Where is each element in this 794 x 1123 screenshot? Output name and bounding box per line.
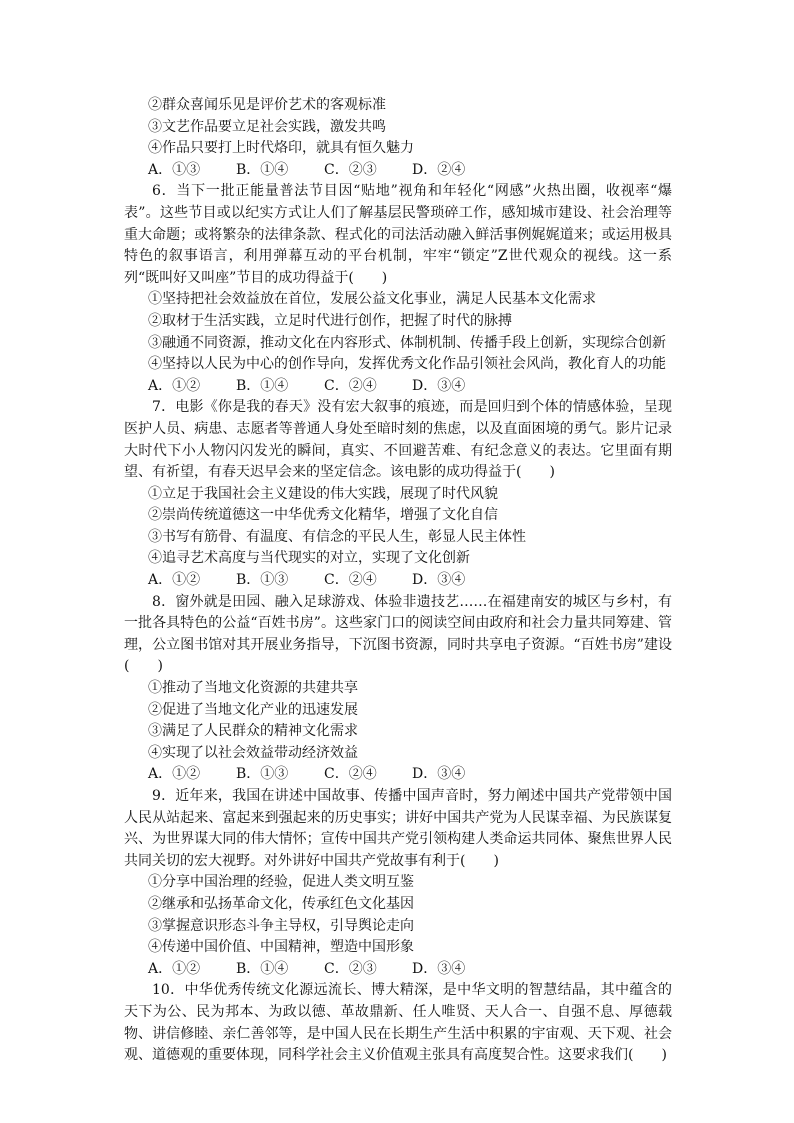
choice-c: C．②④ [324, 766, 377, 783]
choice-a: A．①② [148, 377, 201, 394]
option-2: ②群众喜闻乐见是评价艺术的客观标准 [148, 97, 386, 113]
choice-b: B．①④ [236, 377, 289, 394]
question-stem: 10．中华优秀传统文化源远流长、博大精深，是中华文明的智慧结晶，其中蕴含的天下为公、民为邦本、为政以德、革故鼎新、任人唯贤、天人合一、自强不息、厚德载物、讲信修睦、亲仁善邻等，是中国人民在长期生产生活中积累的宇宙观、天下观、社会观、道德观的重要体现，同科学社会主义价值观主张具有高度契合性。这要求我们( ) [124, 982, 672, 1064]
question-stem: 6．当下一批正能量普法节目因“贴地”视角和年轻化“网感”火热出圈，收视率“爆表”。这些节目或以纪实方式让人们了解基层民警琐碎工作，感知城市建设、社会治理等重大命题；或将繁杂的法律条款、程式化的司法活动融入鲜活事例娓娓道来；或运用极具特色的叙事语言，利用弹幕互动的平台机制，牢牢“锁定”Z世代观众的视线。这一系列“既叫好又叫座”节目的成功得益于( ) [124, 183, 672, 286]
answer-choices [124, 570, 672, 592]
choice-d: D．③④ [412, 766, 466, 783]
option-4: ④坚持以人民为中心的创作导向，发挥优秀文化作品引领社会风尚，教化育人的功能 [148, 356, 666, 373]
option-3: ③文艺作品要立足社会实践，激发共鸣 [148, 118, 386, 135]
choice-a: A．①② [148, 960, 201, 977]
option-2: ②促进了当地文化产业的迅速发展 [148, 701, 358, 718]
question-9 [124, 786, 672, 980]
choice-b: B．①④ [236, 161, 289, 178]
choice-d: D．②④ [412, 161, 466, 178]
answer-choices [124, 959, 672, 981]
option-2: ②崇尚传统道德这一中华优秀文化精华，增强了文化自信 [148, 507, 498, 524]
choice-c: C．②③ [324, 960, 377, 977]
choice-a: A．①② [148, 572, 201, 589]
choice-a: A．①③ [148, 161, 201, 178]
option-2: ②继承和弘扬革命文化，传承红色文化基因 [148, 895, 414, 912]
question-8 [124, 592, 672, 786]
question-6 [124, 181, 672, 397]
question-5-tail [124, 95, 672, 181]
option-4: ④追寻艺术高度与当代现实的对立，实现了文化创新 [148, 550, 470, 567]
question-10 [124, 980, 672, 1066]
choice-c: C．②③ [324, 161, 377, 178]
question-7 [124, 397, 672, 591]
option-3: ③书写有筋骨、有温度、有信念的平民人生，彰显人民主体性 [148, 528, 526, 545]
option-4: ④传递中国价值、中国精神，塑造中国形象 [148, 939, 414, 956]
answer-choices [124, 376, 672, 398]
choice-c: C．②④ [324, 377, 377, 394]
option-3: ③融通不同资源，推动文化在内容形式、体制机制、传播手段上创新，实现综合创新 [148, 334, 666, 351]
choice-c: C．②④ [324, 572, 377, 589]
option-1: ①推动了当地文化资源的共建共享 [148, 680, 358, 697]
option-3: ③掌握意识形态斗争主导权，引导舆论走向 [148, 917, 414, 934]
choice-a: A．①② [148, 766, 201, 783]
option-3: ③满足了人民群众的精神文化需求 [148, 723, 358, 740]
option-4: ④作品只要打上时代烙印，就具有恒久魅力 [148, 140, 414, 157]
question-stem: 7．电影《你是我的春天》没有宏大叙事的痕迹，而是回归到个体的情感体验，呈现医护人员、病患、志愿者等普通人身处至暗时刻的焦虑，以及直面困境的勇气。影片记录大时代下小人物闪闪发光的瞬间，真实、不回避苦难、有纪念意义的表达。它里面有期望、有祈望，有春天迟早会来的坚定信念。该电影的成功得益于( ) [124, 399, 672, 481]
option-2: ②取材于生活实践，立足时代进行创作，把握了时代的脉搏 [148, 312, 512, 329]
option-1: ①分享中国治理的经验，促进人类文明互鉴 [148, 874, 414, 891]
option-1: ①坚持把社会效益放在首位，发展公益文化事业，满足人民基本文化需求 [148, 291, 596, 308]
question-column [124, 95, 672, 1067]
choice-d: D．③④ [412, 377, 466, 394]
question-stem: 8．窗外就是田园、融入足球游戏、体验非遗技艺……在福建南安的城区与乡村，有一批各具特色的公益“百姓书房”。这些家门口的阅读空间由政府和社会力量共同筹建、管理，公立图书馆对其开展业务指导，下沉图书资源，同时共享电子资源。“百姓书房”建设( ) [124, 593, 672, 675]
option-1: ①立足于我国社会主义建设的伟大实践，展现了时代风貌 [148, 485, 498, 502]
question-stem: 9．近年来，我国在讲述中国故事、传播中国声音时，努力阐述中国共产党带领中国人民从站起来、富起来到强起来的历史事实；讲好中国共产党为人民谋幸福、为民族谋复兴、为世界谋大同的伟大情怀；宣传中国共产党引领构建人类命运共同体、聚焦世界人民共同关切的宏大视野。对外讲好中国共产党故事有利于( ) [124, 788, 672, 869]
option-4: ④实现了以社会效益带动经济效益 [148, 744, 358, 761]
choice-b: B．①③ [236, 766, 289, 783]
choice-d: D．③④ [412, 960, 466, 977]
answer-choices [124, 764, 672, 786]
answer-choices [124, 160, 672, 182]
choice-b: B．①④ [236, 960, 289, 977]
choice-b: B．①③ [236, 572, 289, 589]
choice-d: D．③④ [412, 572, 466, 589]
